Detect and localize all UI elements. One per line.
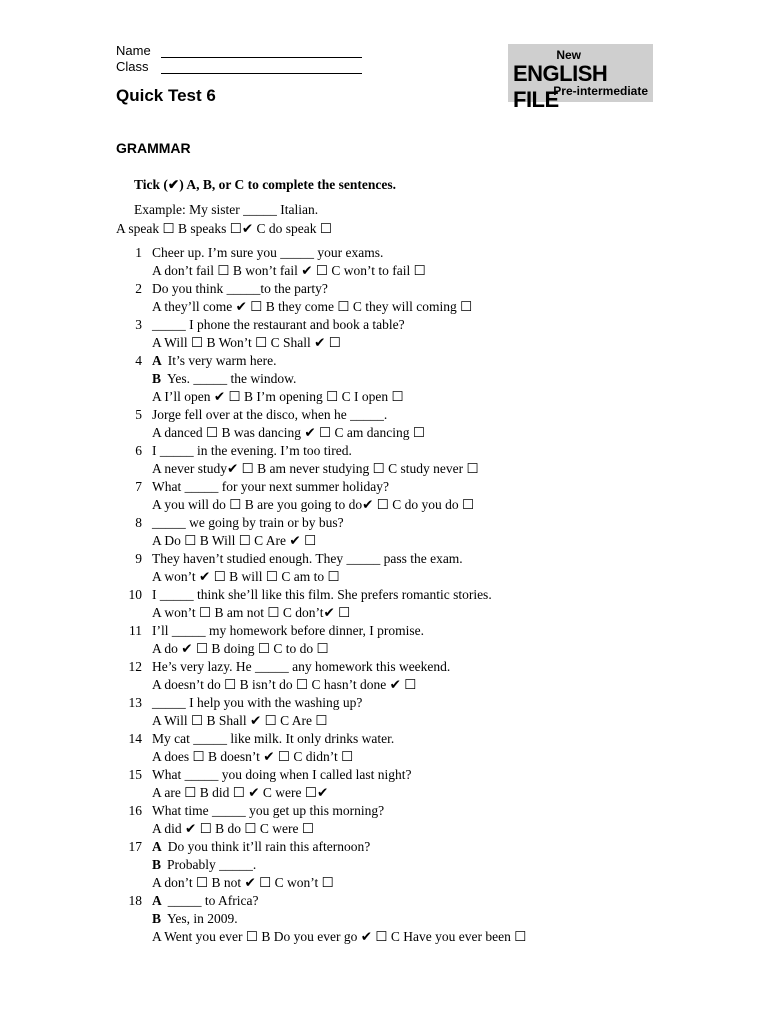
- question-text: [152, 731, 394, 747]
- line-text: What _____ you doing when I called last night?: [152, 767, 412, 782]
- question-number: 10: [128, 587, 142, 602]
- answer-options[interactable]: [152, 389, 404, 405]
- answer-options[interactable]: [152, 299, 472, 315]
- options-text: A did ✔ ☐ B do ☐ C were ☐: [152, 821, 314, 836]
- line-text: I’ll _____ my homework before dinner, I promise.: [152, 623, 425, 638]
- options-text: A you will do ☐ B are you going to do✔ ☐ C do you do ☐: [152, 497, 475, 512]
- options-text: A I’ll open ✔ ☐ B I’m opening ☐ C I open ☐: [152, 389, 404, 404]
- page-title: Quick Test 6: [116, 86, 216, 105]
- line-text: Cheer up. I’m sure you _____ your exams.: [152, 245, 384, 260]
- question-text: [152, 317, 405, 333]
- question-text: [152, 695, 362, 711]
- logo-new: New: [556, 48, 581, 62]
- line-text: They haven’t studied enough. They _____ pass the exam.: [152, 551, 463, 566]
- question-text: [152, 893, 258, 909]
- question-number: 3: [135, 317, 142, 332]
- line-text: _____ to Africa?: [167, 893, 259, 908]
- question-number: 14: [128, 731, 142, 746]
- line-text: It’s very warm here.: [167, 353, 277, 368]
- name-line[interactable]: [161, 44, 362, 58]
- question-number: 2: [135, 281, 142, 296]
- question-text: [152, 353, 276, 369]
- answer-options[interactable]: [152, 749, 353, 765]
- question-text: [152, 803, 384, 819]
- options-text: A do ✔ ☐ B doing ☐ C to do ☐: [152, 641, 329, 656]
- question-number: 18: [128, 893, 142, 908]
- class-line[interactable]: [161, 60, 362, 74]
- options-text: A won’t ✔ ☐ B will ☐ C am to ☐: [152, 569, 340, 584]
- answer-options[interactable]: [152, 785, 328, 801]
- options-text: A Will ☐ B Shall ✔ ☐ C Are ☐: [152, 713, 328, 728]
- answer-options[interactable]: [152, 605, 350, 621]
- options-text: A won’t ☐ B am not ☐ C don’t✔ ☐: [152, 605, 351, 620]
- question-text: [152, 371, 296, 387]
- answer-options[interactable]: [152, 263, 426, 279]
- question-number: 17: [128, 839, 142, 854]
- answer-options[interactable]: [152, 569, 340, 585]
- name-label: Name: [116, 43, 151, 58]
- options-text: A never study✔ ☐ B am never studying ☐ C study never ☐: [152, 461, 479, 476]
- options-text: A does ☐ B doesn’t ✔ ☐ C didn’t ☐: [152, 749, 354, 764]
- line-text: _____ I phone the restaurant and book a table?: [152, 317, 405, 332]
- answer-options[interactable]: [152, 821, 314, 837]
- speaker-label: B: [152, 371, 162, 386]
- speaker-label: A: [152, 839, 162, 854]
- line-text: Yes. _____ the window.: [167, 371, 297, 386]
- options-text: A don’t fail ☐ B won’t fail ✔ ☐ C won’t to fail ☐: [152, 263, 426, 278]
- answer-options[interactable]: [152, 335, 341, 351]
- answer-options[interactable]: [152, 677, 416, 693]
- line-text: _____ I help you with the washing up?: [152, 695, 363, 710]
- question-text: [152, 767, 411, 783]
- line-text: What time _____ you get up this morning?: [152, 803, 385, 818]
- question-text: [152, 551, 463, 567]
- answer-options[interactable]: [152, 461, 479, 477]
- question-text: [152, 857, 256, 873]
- line-text: Jorge fell over at the disco, when he _____.: [152, 407, 388, 422]
- question-text: [152, 479, 389, 495]
- question-text: [152, 443, 352, 459]
- question-text: [152, 515, 344, 531]
- question-number: 16: [128, 803, 142, 818]
- question-number: 4: [135, 353, 142, 368]
- speaker-label: B: [152, 857, 162, 872]
- example-options: A speak ☐ B speaks ☐✔ C do speak ☐: [116, 221, 332, 236]
- options-text: A are ☐ B did ☐ ✔ C were ☐✔: [152, 785, 329, 800]
- question-text: [152, 839, 370, 855]
- line-text: I _____ in the evening. I’m too tired.: [152, 443, 352, 458]
- class-label: Class: [116, 59, 149, 74]
- options-text: A Went you ever ☐ B Do you ever go ✔ ☐ C Have you ever been ☐: [152, 929, 527, 944]
- line-text: What _____ for your next summer holiday?: [152, 479, 389, 494]
- question-number: 13: [128, 695, 142, 710]
- question-text: [152, 245, 383, 261]
- line-text: _____ we going by train or by bus?: [152, 515, 344, 530]
- options-text: A danced ☐ B was dancing ✔ ☐ C am dancing ☐: [152, 425, 425, 440]
- answer-options[interactable]: [152, 497, 474, 513]
- options-text: A don’t ☐ B not ✔ ☐ C won’t ☐: [152, 875, 334, 890]
- question-text: [152, 407, 387, 423]
- question-text: [152, 623, 424, 639]
- question-number: 5: [135, 407, 142, 422]
- line-text: Do you think it’ll rain this afternoon?: [167, 839, 371, 854]
- example-prompt: Example: My sister _____ Italian.: [134, 202, 319, 217]
- line-text: Probably _____.: [167, 857, 257, 872]
- question-number: 6: [135, 443, 142, 458]
- options-text: A doesn’t do ☐ B isn’t do ☐ C hasn’t done ✔ ☐: [152, 677, 417, 692]
- line-text: My cat _____ like milk. It only drinks water.: [152, 731, 395, 746]
- speaker-label: A: [152, 353, 162, 368]
- question-text: [152, 281, 328, 297]
- question-number: 7: [135, 479, 142, 494]
- speaker-label: A: [152, 893, 162, 908]
- question-number: 15: [128, 767, 142, 782]
- logo-level: Pre-intermediate: [553, 84, 648, 98]
- question-number: 8: [135, 515, 142, 530]
- line-text: He’s very lazy. He _____ any homework this weekend.: [152, 659, 451, 674]
- answer-options[interactable]: [152, 875, 334, 891]
- question-number: 1: [135, 245, 142, 260]
- question-number: 9: [135, 551, 142, 566]
- answer-options[interactable]: [152, 713, 327, 729]
- options-text: A Will ☐ B Won’t ☐ C Shall ✔ ☐: [152, 335, 341, 350]
- speaker-label: B: [152, 911, 162, 926]
- question-number: 11: [129, 623, 142, 638]
- logo-title: ENGLISH FILE: [513, 61, 608, 112]
- options-text: A Do ☐ B Will ☐ C Are ✔ ☐: [152, 533, 317, 548]
- answer-options[interactable]: [152, 425, 425, 441]
- answer-options[interactable]: [152, 641, 329, 657]
- options-text: A they’ll come ✔ ☐ B they come ☐ C they will coming ☐: [152, 299, 473, 314]
- question-number: 12: [128, 659, 142, 674]
- line-text: I _____ think she’ll like this film. She prefers romantic stories.: [152, 587, 492, 602]
- line-text: Do you think _____to the party?: [152, 281, 328, 296]
- line-text: Yes, in 2009.: [167, 911, 238, 926]
- section-heading: GRAMMAR: [116, 140, 191, 156]
- logo: [508, 44, 653, 112]
- answer-options[interactable]: [152, 929, 526, 945]
- question-text: [152, 587, 492, 603]
- instruction: Tick (✔) A, B, or C to complete the sentences.: [134, 177, 397, 192]
- question-text: [152, 659, 450, 675]
- answer-options[interactable]: [152, 533, 316, 549]
- question-text: [152, 911, 238, 927]
